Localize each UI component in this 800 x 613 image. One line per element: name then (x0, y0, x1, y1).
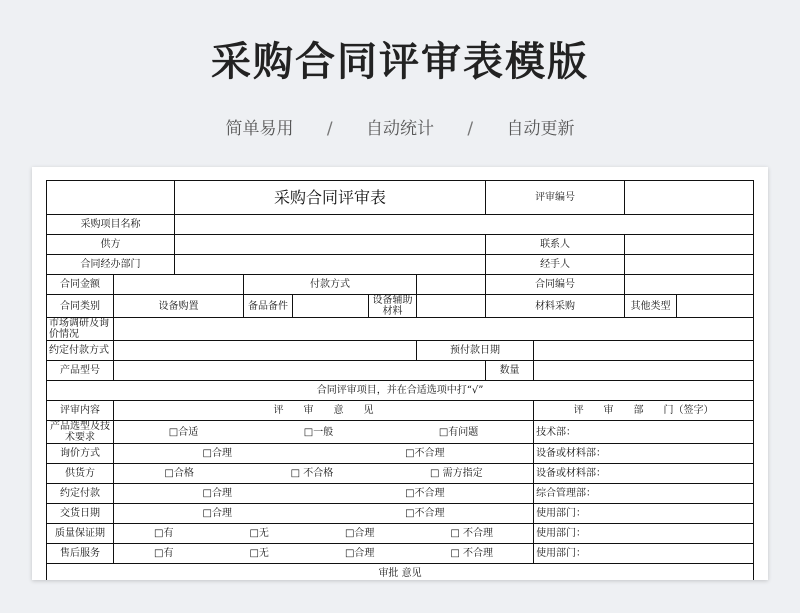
review-row (47, 464, 754, 484)
option-checkbox[interactable]: □合理 (202, 448, 232, 459)
option-checkbox[interactable]: □有问题 (438, 426, 479, 438)
supplier-label: 供方 (47, 235, 175, 255)
option-checkbox[interactable]: □有 (154, 528, 174, 539)
dept-row (47, 255, 754, 275)
instruction-text: 合同评审项目，并在合适选项中打“√” (47, 381, 754, 401)
option-checkbox[interactable]: □ 需方指定 (430, 468, 483, 479)
type-other-field[interactable] (677, 295, 754, 318)
option-checkbox[interactable]: □无 (249, 528, 269, 539)
review-options (114, 504, 534, 524)
review-options (114, 544, 534, 564)
tagline-auto-stats: 自动统计 (366, 119, 434, 139)
agreed-payment-label: 约定付款方式 (47, 341, 114, 361)
type-spare-parts: 备品备件 (244, 295, 293, 318)
option-checkbox[interactable]: □合理 (344, 548, 375, 559)
review-item-label: 产品选型及技术要求 (47, 421, 114, 444)
document-sheet (32, 167, 768, 580)
expected-date-label: 预付款日期 (417, 341, 534, 361)
review-item-label: 供货方 (47, 464, 114, 484)
payment-method-label: 付款方式 (244, 275, 417, 295)
contact-label: 联系人 (486, 235, 625, 255)
amount-row (47, 275, 754, 295)
review-item-label: 约定付款 (47, 484, 114, 504)
option-checkbox[interactable]: □ 不合理 (450, 528, 494, 539)
contract-no-label: 合同编号 (486, 275, 625, 295)
approval-label: 审批 意见 (47, 564, 754, 581)
review-item-label: 交货日期 (47, 504, 114, 524)
tagline-auto-update: 自动更新 (506, 119, 575, 139)
option-checkbox[interactable]: □合理 (344, 528, 375, 539)
option-checkbox[interactable]: □有 (154, 548, 174, 559)
dept-field[interactable] (175, 255, 486, 275)
payment-method-field[interactable] (417, 275, 486, 295)
option-checkbox[interactable]: □合格 (164, 468, 194, 479)
quantity-label: 数量 (486, 361, 534, 381)
review-dept[interactable]: 使用部门： (534, 524, 754, 544)
review-row (47, 524, 754, 544)
review-row (47, 421, 754, 444)
option-checkbox[interactable]: □ 不合理 (450, 548, 494, 559)
review-item-label: 售后服务 (47, 544, 114, 564)
review-options (114, 421, 534, 444)
review-options (114, 484, 534, 504)
model-row (47, 361, 754, 381)
type-equipment: 设备购置 (114, 295, 244, 318)
form-title: 采购合同评审表 (175, 181, 486, 215)
option-checkbox[interactable]: □合理 (202, 508, 232, 519)
review-row (47, 444, 754, 464)
instruction-row (47, 381, 754, 401)
dept-label: 合同经办部门 (47, 255, 175, 275)
model-label: 产品型号 (47, 361, 114, 381)
opinion-header: 评 审 意 见 (114, 401, 534, 421)
option-checkbox[interactable]: □无 (249, 548, 269, 559)
expected-date-field[interactable] (534, 341, 754, 361)
dept-header: 评 审 部 门（签字） (534, 401, 754, 421)
review-item-label: 询价方式 (47, 444, 114, 464)
project-name-label: 采购项目名称 (47, 215, 175, 235)
tagline-separator: / (326, 119, 333, 139)
type-spare-parts-field[interactable] (293, 295, 369, 318)
option-checkbox[interactable]: □一般 (303, 426, 334, 438)
type-aux-materials-field[interactable] (417, 295, 486, 318)
market-label: 市场调研及询价情况 (47, 318, 114, 341)
market-row (47, 318, 754, 341)
option-checkbox[interactable]: □不合理 (405, 488, 445, 499)
approval-row (47, 564, 754, 581)
amount-label: 合同金额 (47, 275, 114, 295)
tagline-separator: / (467, 119, 474, 139)
contact-field[interactable] (625, 235, 754, 255)
type-materials: 材料采购 (486, 295, 625, 318)
review-row (47, 544, 754, 564)
option-checkbox[interactable]: □ 不合格 (290, 468, 334, 479)
supplier-row (47, 235, 754, 255)
review-header-row (47, 401, 754, 421)
agreed-payment-row (47, 341, 754, 361)
project-name-row (47, 215, 754, 235)
option-checkbox[interactable]: □不合理 (405, 448, 445, 459)
review-dept[interactable]: 设备或材料部： (534, 444, 754, 464)
tagline-bar (0, 114, 800, 139)
page-title: 采购合同评审表模版 (211, 39, 589, 85)
review-dept[interactable]: 使用部门： (534, 504, 754, 524)
review-dept[interactable]: 技术部： (534, 421, 754, 444)
option-checkbox[interactable]: □合适 (168, 426, 199, 438)
review-no-label: 评审编号 (486, 181, 625, 215)
model-field[interactable] (114, 361, 486, 381)
contract-type-label: 合同类别 (47, 295, 114, 318)
quantity-field[interactable] (534, 361, 754, 381)
content-header: 评审内容 (47, 401, 114, 421)
agreed-payment-field[interactable] (114, 341, 417, 361)
tagline-easy: 简单易用 (225, 119, 294, 139)
review-item-label: 质量保证期 (47, 524, 114, 544)
handler-label: 经手人 (486, 255, 625, 275)
type-other: 其他类型 (625, 295, 677, 318)
market-field[interactable] (114, 318, 754, 341)
review-row (47, 504, 754, 524)
option-checkbox[interactable]: □不合理 (405, 508, 445, 519)
review-dept[interactable]: 使用部门： (534, 544, 754, 564)
form-header-row (47, 181, 754, 215)
contract-no-field[interactable] (625, 275, 754, 295)
review-options (114, 444, 534, 464)
option-checkbox[interactable]: □合理 (202, 488, 232, 499)
review-dept[interactable]: 设备或材料部： (534, 464, 754, 484)
review-no-field[interactable] (625, 181, 754, 215)
contract-review-form (46, 180, 754, 580)
review-options (114, 464, 534, 484)
handler-field[interactable] (625, 255, 754, 275)
review-options (114, 524, 534, 544)
review-row (47, 484, 754, 504)
amount-field[interactable] (114, 275, 244, 295)
blank-cell (47, 181, 175, 215)
supplier-field[interactable] (175, 235, 486, 255)
review-dept[interactable]: 综合管理部： (534, 484, 754, 504)
project-name-field[interactable] (175, 215, 754, 235)
contract-type-row (47, 295, 754, 318)
type-aux-materials: 设备辅助材料 (369, 295, 417, 318)
